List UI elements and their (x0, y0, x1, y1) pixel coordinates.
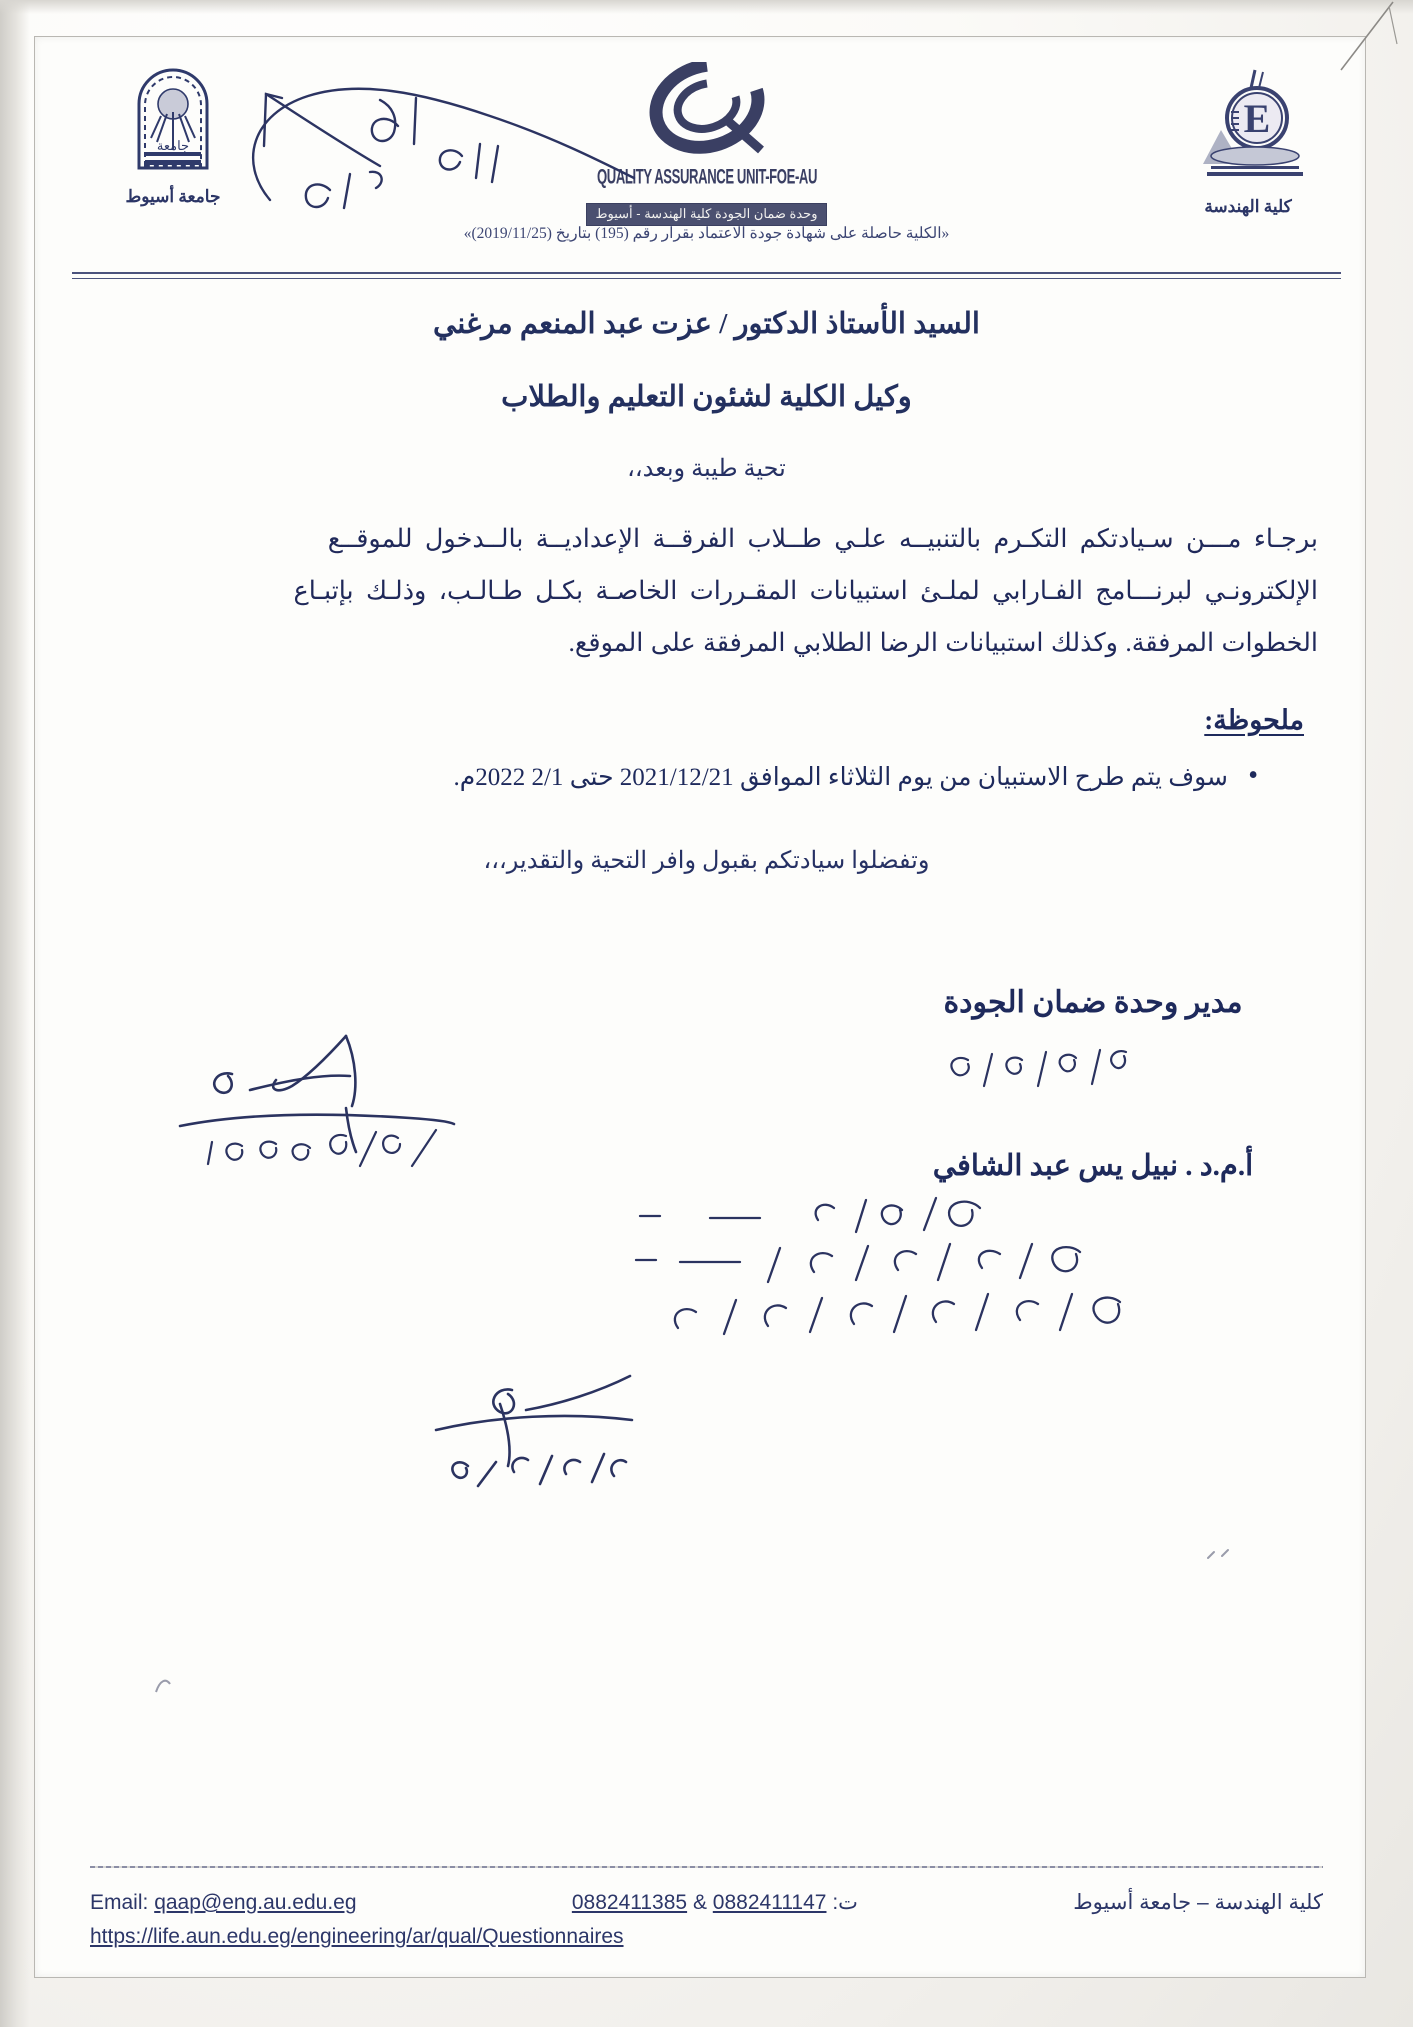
addressee-line: السيد الأستاذ الدكتور / عزت عبد المنعم مرغني (433, 308, 980, 340)
note-heading: ملحوظة: (1204, 705, 1304, 735)
body-paragraph (95, 513, 1318, 669)
faculty-of-engineering-emblem (1173, 68, 1323, 217)
svg-text:جامعة: جامعة (156, 138, 190, 153)
quality-assurance-unit-logo (577, 62, 837, 226)
scan-edge-shadow-left (0, 0, 30, 2027)
accreditation-note: «الكلية حاصلة على شهادة جودة الاعتماد بقرار رقم (195) بتاريخ (2019/11/25)» (463, 225, 950, 242)
engineering-emblem-icon (1185, 68, 1311, 186)
footer-url[interactable]: https://life.aun.edu.eg/engineering/ar/qual/Questionnaires (90, 1925, 624, 1948)
qa-label-english: QUALITY ASSURANCE UNIT-FOE-AU (596, 165, 817, 189)
footer-tel-primary: 0882411147 (712, 1891, 827, 1914)
qa-q-mark-icon (636, 62, 778, 158)
footer-divider (90, 1866, 1323, 1868)
assiut-university-caption: جامعة أسيوط (125, 187, 221, 206)
footer-email-address[interactable]: qaap@eng.au.edu.eg (154, 1891, 357, 1914)
footer-email-label: Email: (90, 1891, 149, 1914)
assiut-university-emblem (88, 64, 258, 207)
footer-faculty: كلية الهندسة – جامعة أسيوط (1073, 1891, 1323, 1914)
scan-edge-shadow-top (0, 0, 1413, 14)
footer-tel-label: ت: (832, 1891, 858, 1914)
footer-telephone (572, 1890, 858, 1915)
letter-body (95, 300, 1318, 875)
salutation: تحية طيبة وبعد،، (627, 456, 786, 482)
note-list (95, 758, 1258, 798)
letter-footer (90, 1866, 1323, 1949)
faculty-of-engineering-caption: كلية الهندسة (1204, 197, 1292, 216)
signature-block (883, 985, 1303, 1183)
signatory-role: مدير وحدة ضمان الجودة (943, 986, 1243, 1019)
signatory-name: أ.م.د . نبيل يس عبد الشافي (932, 1150, 1254, 1182)
letterhead (70, 56, 1343, 256)
footer-email[interactable] (90, 1891, 357, 1915)
body-line-2: الإلكترونـي لبرنـــامج الفـارابي لملـئ استبيانات المقـررات الخاصـة بكـل طـالـب، وذلـك بإتبـاع (293, 576, 1318, 605)
svg-text:E: E (1243, 96, 1271, 141)
body-line-1: برجـاء مـــن سـيادتكم التكـرم بالتنبيــه علـي طــلاب الفرقــة الإعداديــة بالــدخول للموقــع (327, 524, 1318, 553)
qa-label-arabic: وحدة ضمان الجودة كلية الهندسة - أسيوط (586, 203, 826, 226)
footer-tel-separator: & (692, 1891, 707, 1914)
footer-tel-secondary: 0882411385 (571, 1891, 688, 1914)
addressee-title: وكيل الكلية لشئون التعليم والطلاب (501, 381, 912, 413)
closing-line: وتفضلوا سيادتكم بقبول وافر التحية والتقدير،،، (483, 848, 930, 874)
header-divider (72, 272, 1341, 279)
university-emblem-icon (125, 64, 221, 176)
body-line-3: الخطوات المرفقة. وكذلك استبيانات الرضا الطلابي المرفقة على الموقع. (568, 628, 1318, 657)
note-item: • سوف يتم طرح الاستبيان من يوم الثلاثاء الموافق 2021/12/21 حتى 2/1 2022م. (95, 758, 1258, 798)
